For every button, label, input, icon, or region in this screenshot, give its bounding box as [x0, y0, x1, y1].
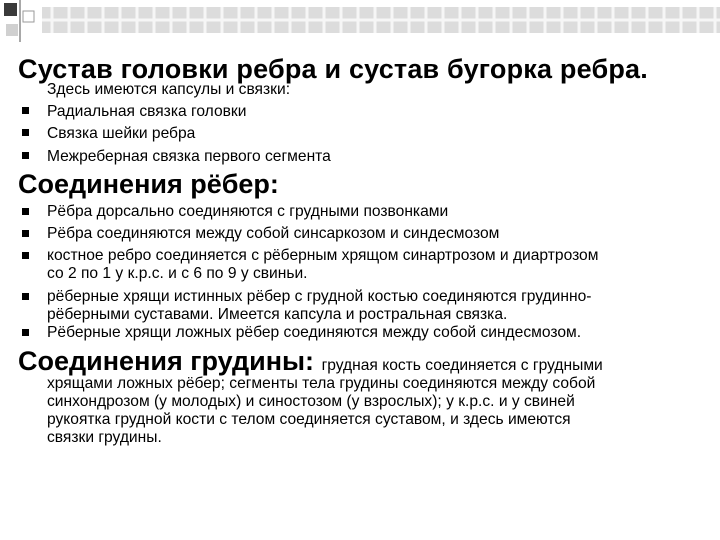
rib-item [47, 324, 581, 342]
rib-item [47, 203, 448, 221]
rib-item-line: Рёбра дорсально соединяются с грудными позвонками [47, 203, 449, 220]
rib-item-line: рёберными суставами. Имеется капсула и ростральная связка. [47, 306, 508, 323]
decor-outline-square [23, 11, 34, 22]
rib-item-line: со 2 по 1 у к.р.с. и с 6 по 9 у свиньи. [47, 265, 308, 282]
rib-item-line: рёберные хрящи истинных рёбер с грудной костью соединяются грудинно- [47, 288, 592, 305]
sternum-lead-text: грудная кость соединяется с грудными [321, 357, 603, 374]
sternum-section-heading [18, 346, 603, 377]
intro-line: Здесь имеются капсулы и связки: [47, 81, 291, 98]
bullet-square-icon [22, 230, 29, 237]
sternum-line: синхондрозом (у молодых) и синостозом (у взрослых); у к.р.с. и у свиней [47, 393, 575, 410]
rib-section-heading: Соединения рёбер: [18, 169, 279, 199]
bullet-square-icon [22, 329, 29, 336]
bullet-square-icon [22, 293, 29, 300]
sternum-heading-text: Соединения грудины: [18, 346, 315, 376]
ligament-item: Связка шейки ребра [47, 125, 196, 142]
decor-light-square [6, 24, 18, 36]
rib-item [47, 247, 598, 283]
slide-title: Сустав головки ребра и сустав бугорка ребра. [18, 54, 648, 84]
bullet-square-icon [22, 208, 29, 215]
sternum-line: рукоятка грудной кости с телом соединяется суставом, и здесь имеются [47, 411, 571, 428]
bullet-square-icon [22, 129, 29, 136]
sternum-paragraph [47, 375, 595, 447]
bullet-square-icon [22, 107, 29, 114]
ligament-item: Радиальная связка головки [47, 103, 247, 120]
decor-dark-square [4, 3, 17, 16]
sternum-line: связки грудины. [47, 429, 162, 446]
rib-item [47, 288, 591, 324]
bullet-square-icon [22, 252, 29, 259]
header-decoration [0, 0, 720, 45]
rib-item-line: костное ребро соединяется с рёберным хрящом синартрозом и диартрозом [47, 247, 599, 264]
rib-item-line: Рёбра соединяются между собой синсаркозом и синдесмозом [47, 225, 500, 242]
rib-item [47, 225, 499, 243]
rib-item-line: Рёберные хрящи ложных рёбер соединяются между собой синдесмозом. [47, 324, 582, 341]
bullet-square-icon [22, 152, 29, 159]
ligament-item: Межреберная связка первого сегмента [47, 148, 331, 165]
sternum-line: хрящами ложных рёбер; сегменты тела грудины соединяются между собой [47, 375, 596, 392]
